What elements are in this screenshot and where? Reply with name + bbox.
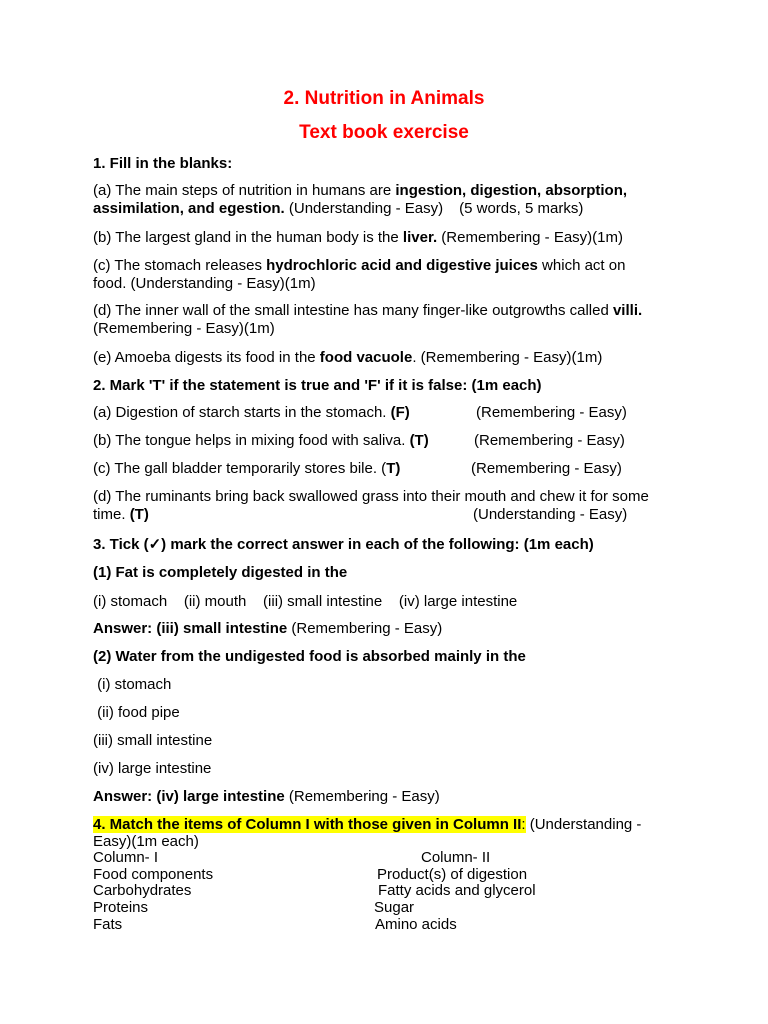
page-subtitle: Text book exercise bbox=[299, 122, 469, 143]
q3-1-options: (i) stomach (ii) mouth (iii) small intestine (iv) large intestine bbox=[93, 593, 518, 610]
q1e bbox=[93, 349, 683, 367]
q1b-tag: (Remembering - Easy)(1m) bbox=[437, 229, 623, 246]
q2c-close: ) bbox=[395, 460, 401, 477]
column-2-header: Column- II bbox=[421, 849, 491, 866]
q3-2-question: (2) Water from the undigested food is absorbed mainly in the bbox=[93, 648, 526, 665]
q4-colon: : bbox=[521, 816, 526, 833]
q2c bbox=[93, 460, 683, 478]
q4-tag: (Understanding - bbox=[525, 816, 642, 833]
q2-heading: 2. Mark 'T' if the statement is true and 'F' if it is false: (1m each) bbox=[93, 377, 542, 394]
match-row-4-col2: Amino acids bbox=[375, 916, 457, 933]
q4-heading-text: 4. Match the items of Column I with those given in Column II bbox=[93, 816, 522, 833]
match-row-3-col1: Proteins bbox=[93, 899, 149, 916]
q1c-line1 bbox=[93, 257, 683, 275]
match-row-2-col1: Carbohydrates bbox=[93, 882, 192, 899]
q2d-pre: time. bbox=[93, 506, 130, 523]
q1a-marks: (5 words, 5 marks) bbox=[459, 200, 584, 217]
q1c-pre: (c) The stomach releases bbox=[93, 257, 267, 274]
q1d-answer: villi. bbox=[612, 302, 643, 319]
page-title: 2. Nutrition in Animals bbox=[283, 88, 485, 109]
q1a-answer-cont: assimilation, and egestion. bbox=[93, 200, 285, 217]
q3-2-answer-tag: (Remembering - Easy) bbox=[284, 788, 440, 805]
q2a-answer: (F) bbox=[390, 404, 410, 421]
q3-1-answer-tag: (Remembering - Easy) bbox=[287, 620, 443, 637]
q1b-answer: liver. bbox=[402, 229, 438, 246]
q2c-answer: T bbox=[386, 460, 396, 477]
q4-heading bbox=[93, 816, 683, 834]
q2a bbox=[93, 404, 683, 422]
q1d-pre: (d) The inner wall of the small intestine has many finger-like outgrowths called bbox=[93, 302, 613, 319]
match-row-3-col2: Sugar bbox=[374, 899, 415, 916]
q2d-line2 bbox=[93, 506, 683, 524]
q3-2-option-1: (i) stomach bbox=[93, 676, 172, 693]
q1a-line1 bbox=[93, 182, 683, 200]
q2b bbox=[93, 432, 683, 450]
q1-heading: 1. Fill in the blanks: bbox=[93, 155, 233, 172]
q1b bbox=[93, 229, 683, 247]
q3-2-option-2: (ii) food pipe bbox=[93, 704, 180, 721]
q1c-post: which act on bbox=[537, 257, 626, 274]
q3-1-answer bbox=[93, 620, 683, 638]
q2d-tag: (Understanding - Easy) bbox=[473, 506, 628, 523]
q1a-answer: ingestion, digestion, absorption, bbox=[395, 182, 628, 199]
q1c-answer: hydrochloric acid and digestive juices bbox=[266, 257, 538, 274]
q1d-line2: (Remembering - Easy)(1m) bbox=[93, 320, 275, 337]
q2c-tag: (Remembering - Easy) bbox=[471, 460, 622, 477]
q1a-pre: (a) The main steps of nutrition in humans are bbox=[93, 182, 396, 199]
q3-2-answer bbox=[93, 788, 683, 806]
q2a-text: (a) Digestion of starch starts in the stomach. bbox=[93, 404, 391, 421]
q1d-line1 bbox=[93, 302, 683, 320]
q3-heading: 3. Tick (✓) mark the correct answer in each of the following: (1m each) bbox=[93, 536, 594, 553]
q2a-tag: (Remembering - Easy) bbox=[476, 404, 627, 421]
match-row-1-col2: Product(s) of digestion bbox=[377, 866, 528, 883]
q2c-text: (c) The gall bladder temporarily stores bile. ( bbox=[93, 460, 387, 477]
q1e-pre: (e) Amoeba digests its food in the bbox=[93, 349, 320, 366]
q1a-line2 bbox=[93, 200, 683, 218]
q3-2-option-3: (iii) small intestine bbox=[93, 732, 213, 749]
match-row-2-col2: Fatty acids and glycerol bbox=[378, 882, 536, 899]
match-row-4-col1: Fats bbox=[93, 916, 123, 933]
q2b-answer: (T) bbox=[409, 432, 429, 449]
column-1-header: Column- I bbox=[93, 849, 159, 866]
q2d-line1: (d) The ruminants bring back swallowed grass into their mouth and chew it for some bbox=[93, 488, 649, 505]
q1e-answer: food vacuole bbox=[319, 349, 413, 366]
q2d-answer: (T) bbox=[129, 506, 149, 523]
match-row-1-col1: Food components bbox=[93, 866, 214, 883]
q2b-text: (b) The tongue helps in mixing food with saliva. bbox=[93, 432, 410, 449]
q3-2-answer-text: Answer: (iv) large intestine bbox=[93, 788, 285, 805]
q4-tag-cont: Easy)(1m each) bbox=[93, 833, 199, 850]
q2b-tag: (Remembering - Easy) bbox=[474, 432, 625, 449]
q1b-pre: (b) The largest gland in the human body is the bbox=[93, 229, 403, 246]
q3-2-option-4: (iv) large intestine bbox=[93, 760, 212, 777]
q1e-tag: . (Remembering - Easy)(1m) bbox=[412, 349, 603, 366]
q3-1-question: (1) Fat is completely digested in the bbox=[93, 564, 348, 581]
q3-1-answer-text: Answer: (iii) small intestine bbox=[93, 620, 288, 637]
q1c-line2: food. (Understanding - Easy)(1m) bbox=[93, 275, 316, 292]
q1a-tag: (Understanding - Easy) bbox=[284, 200, 444, 217]
